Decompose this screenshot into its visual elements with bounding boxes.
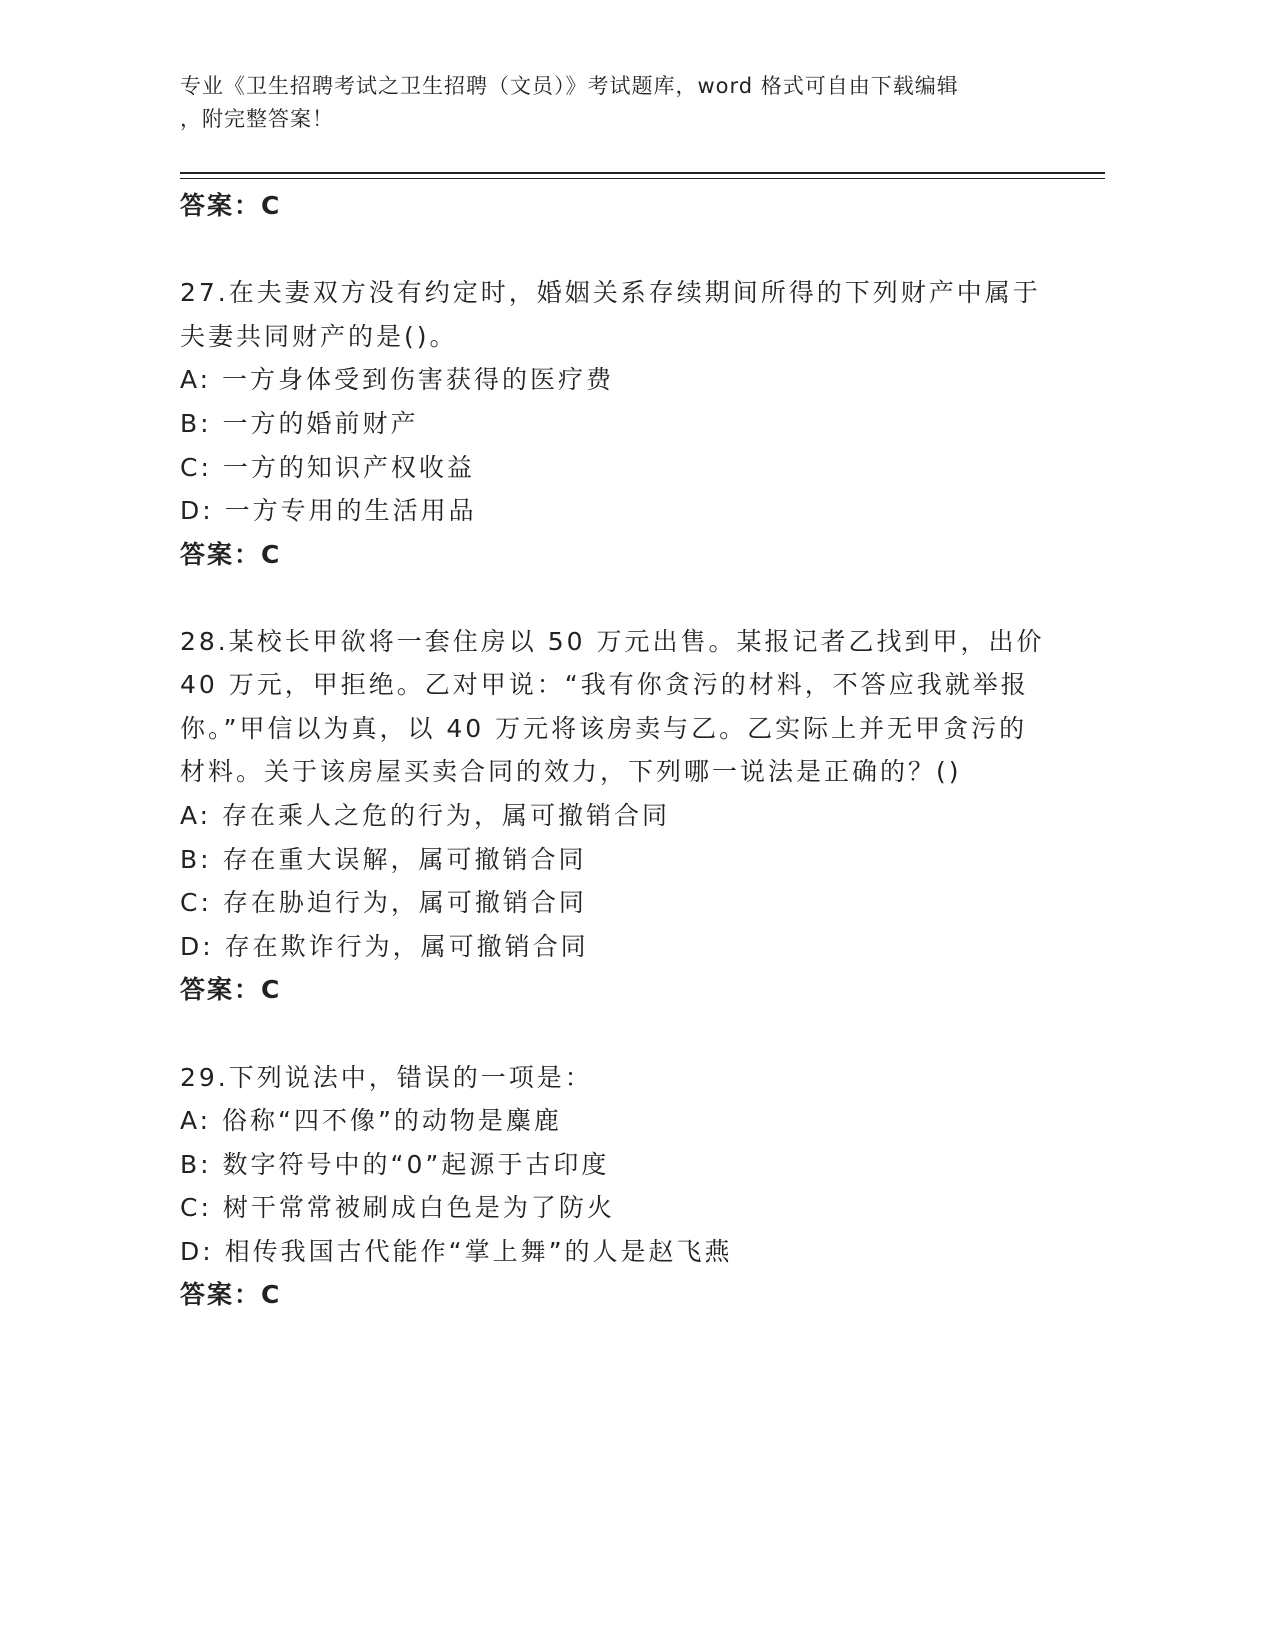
option-d: D: 一方专用的生活用品 [180,496,477,525]
question-text-line: 27.在夫妻双方没有约定时，婚姻关系存续期间所得的下列财产中属于 [180,278,1041,307]
option-b: B: 一方的婚前财产 [180,409,419,438]
question-text-line: 你。”甲信以为真，以 40 万元将该房卖与乙。乙实际上并无甲贪污的 [180,714,1028,743]
header-line-2: ，附完整答案！ [180,107,334,131]
option-c: C: 存在胁迫行为，属可撤销合同 [180,888,587,917]
question-text-line: 28.某校长甲欲将一套住房以 50 万元出售。某报记者乙找到甲，出价 [180,627,1045,656]
option-a: A: 存在乘人之危的行为，属可撤销合同 [180,801,671,830]
previous-answer: 答案：C [180,191,282,220]
option-b: B: 数字符号中的“0”起源于古印度 [180,1150,610,1179]
answer: 答案：C [180,540,282,569]
header-rule-thick [180,172,1105,174]
header-rule-thin [180,178,1105,179]
question-text-line: 40 万元，甲拒绝。乙对甲说：“我有你贪污的材料，不答应我就举报 [180,670,1029,699]
answer: 答案：C [180,1280,282,1309]
option-b: B: 存在重大误解，属可撤销合同 [180,845,587,874]
option-a: A: 一方身体受到伤害获得的医疗费 [180,365,615,394]
question-text-line: 夫妻共同财产的是()。 [180,322,458,351]
option-c: C: 树干常常被刷成白色是为了防火 [180,1193,615,1222]
option-d: D: 相传我国古代能作“掌上舞”的人是赵飞燕 [180,1237,733,1266]
question-text-line: 29.下列说法中，错误的一项是： [180,1063,593,1092]
option-d: D: 存在欺诈行为，属可撤销合同 [180,932,589,961]
page-header [180,70,1060,136]
question-text-line: 材料。关于该房屋买卖合同的效力，下列哪一说法是正确的？() [180,757,962,786]
answer: 答案：C [180,975,282,1004]
header-line-1: 专业《卫生招聘考试之卫生招聘（文员）》考试题库，word 格式可自由下载编辑 [180,74,959,98]
option-a: A: 俗称“四不像”的动物是麋鹿 [180,1106,562,1135]
option-c: C: 一方的知识产权收益 [180,453,475,482]
